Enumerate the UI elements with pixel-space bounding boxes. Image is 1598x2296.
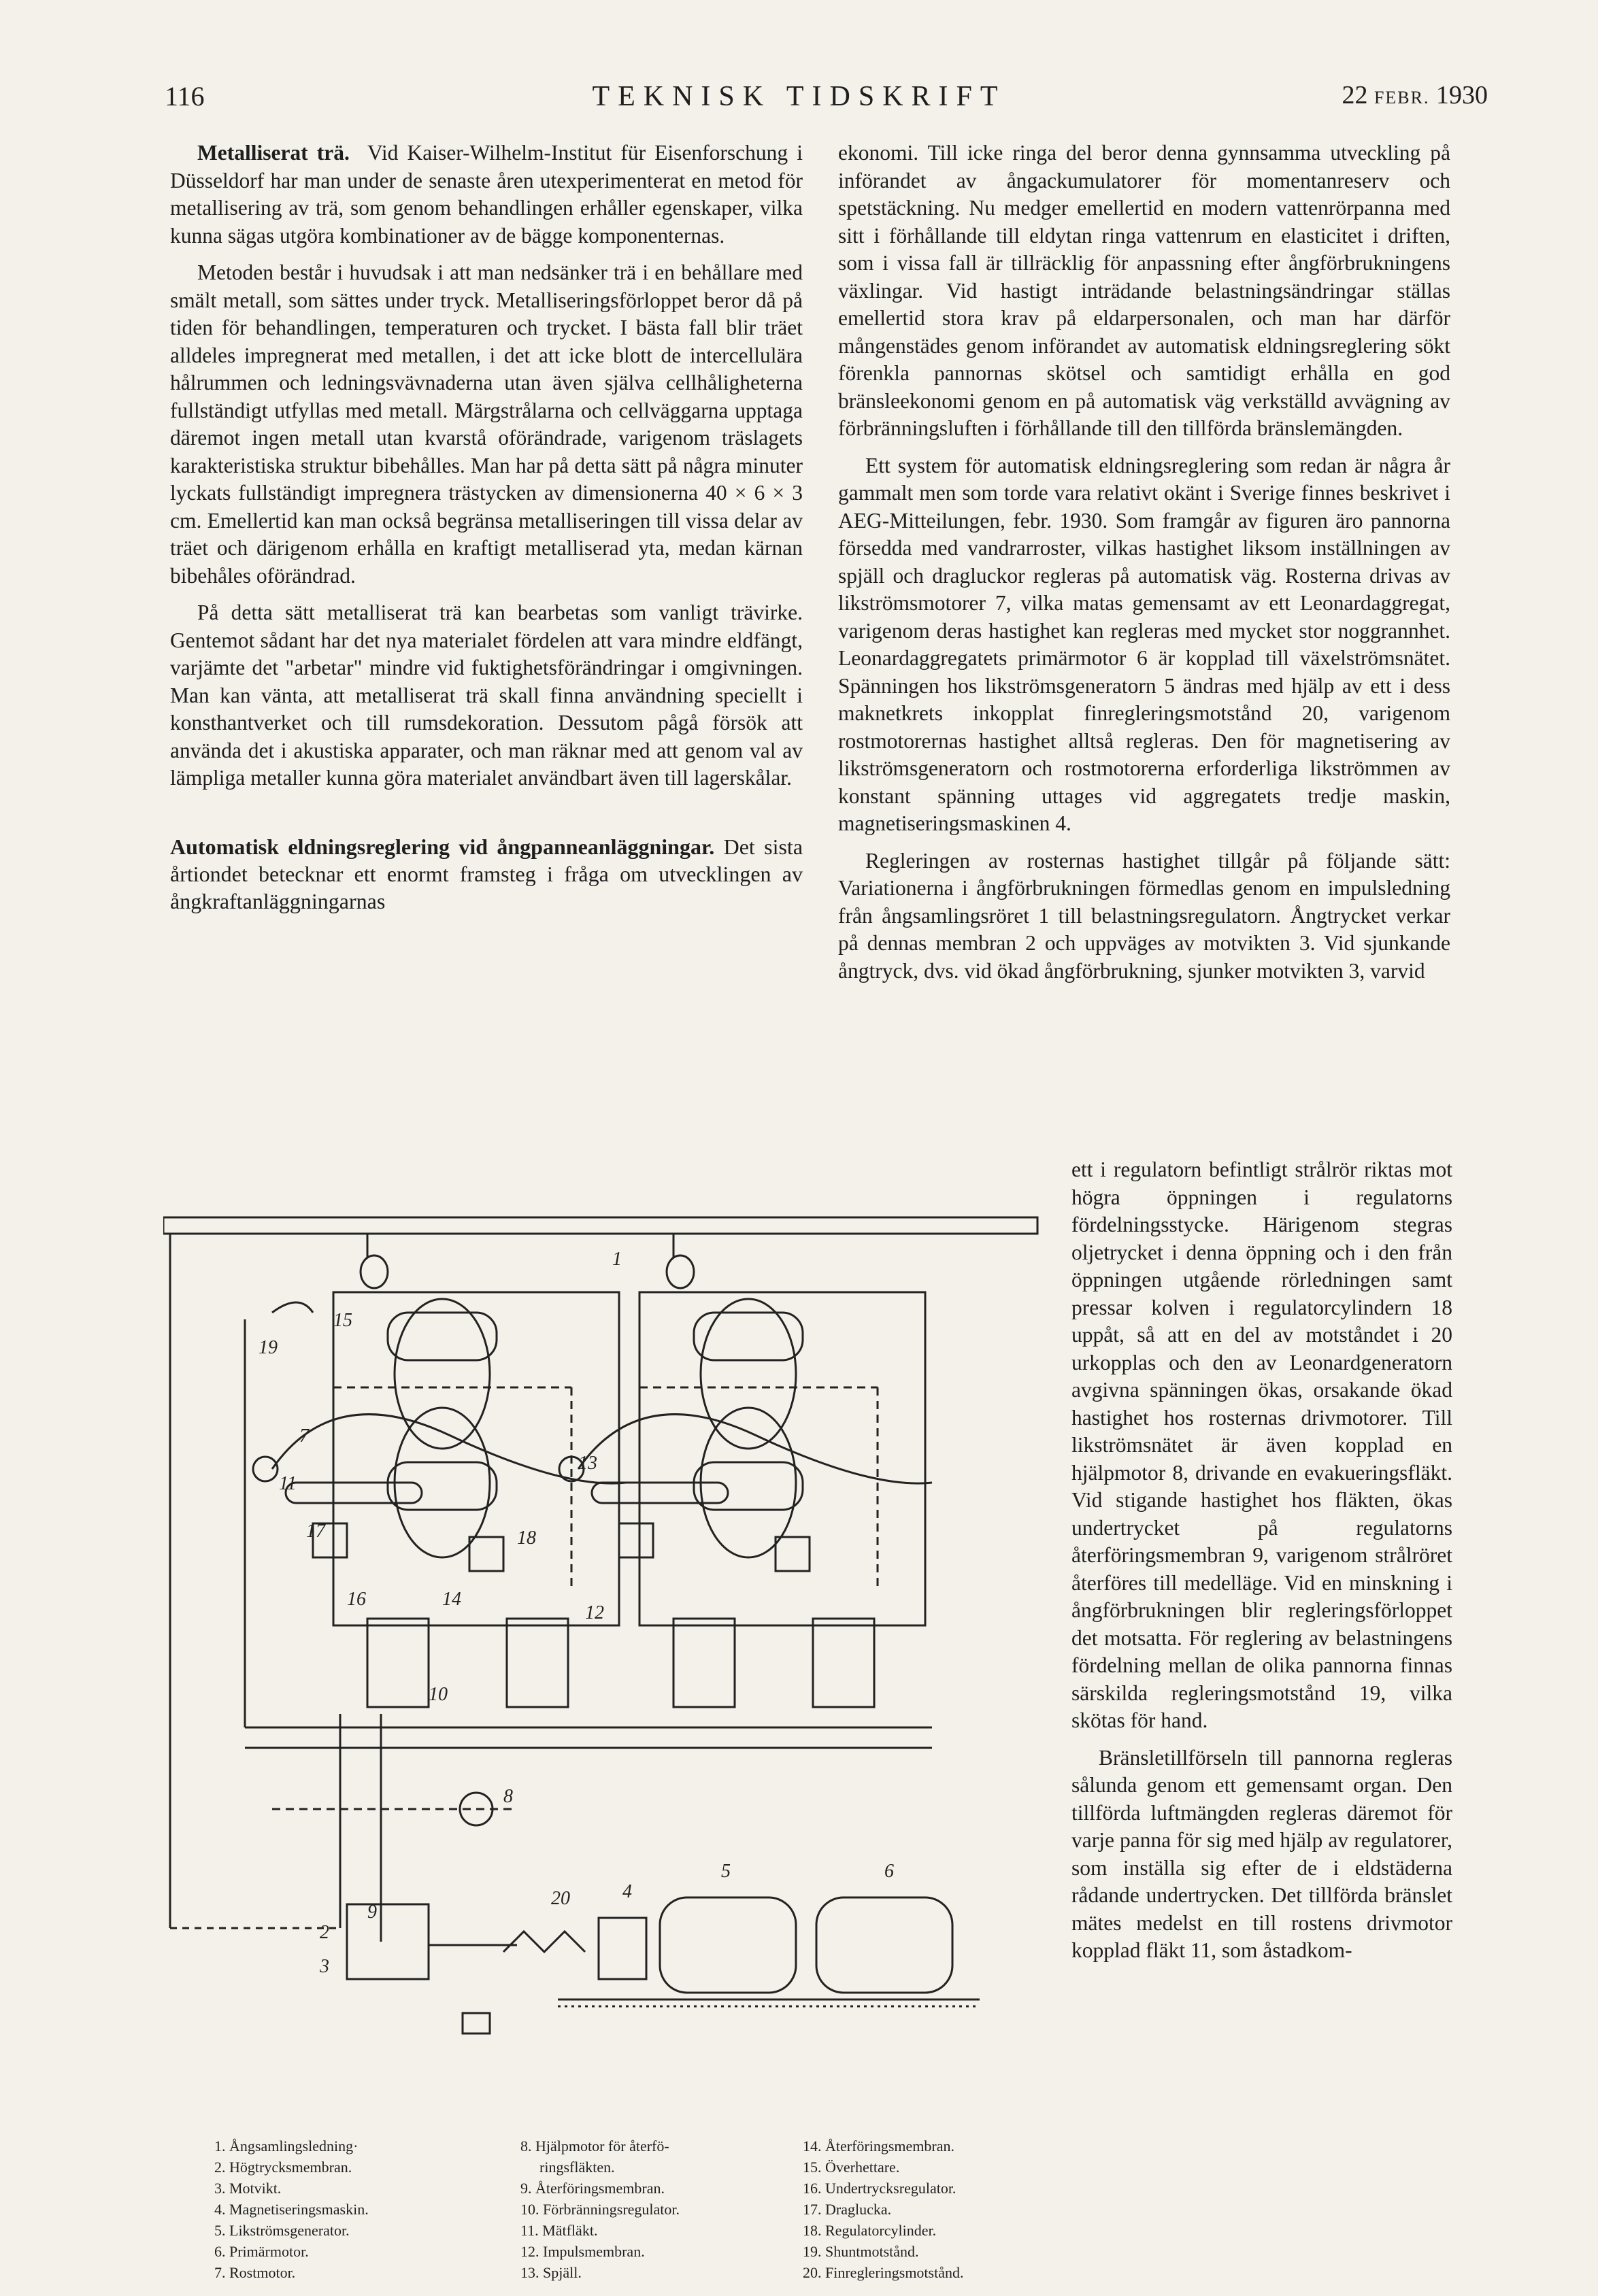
fig-label-6: 6	[884, 1861, 894, 1882]
article2-p3a: Regleringen av rosternas hastighet tillgår på följande sätt: Variationerna i ångförbrukningen förmedlas genom en impulsledning från ångsamlingsröret 1 till belastningsregulatorn. Ångtrycket verkar på dennas membran 2 och uppväges av motvikten 3. Vid sjunkande ångtryck, dvs. vid ökad ångförbrukning, sjunker motvikten 3, varvid	[838, 848, 1450, 983]
article2-p4: Bränsletillförseln till pannorna regleras sålunda genom ett gemensamt organ. Den tillförda luftmängden regleras däremot för varje panna för sig med hjälp av regulatorer, som inställa sig efter de i eldstäderna rådande undertrycken. Det tillförda bränslet mätes medelst en till rostens drivmotor kopplad fläkt 11, som åstadkom-	[1071, 1745, 1452, 1962]
legend-item: 9. Återföringsmembran.	[520, 2180, 665, 2197]
fig-label-17: 17	[306, 1521, 325, 1542]
legend-item: 20. Finregleringsmotstånd.	[803, 2264, 964, 2281]
date-year: 1930	[1436, 81, 1488, 109]
fig-label-11: 11	[279, 1473, 297, 1494]
date-day: 22	[1342, 81, 1368, 109]
article1-p1	[170, 139, 803, 250]
fig-label-4: 4	[622, 1881, 632, 1902]
article2-heading	[170, 833, 803, 915]
right-column	[838, 139, 1450, 994]
fig-label-8: 8	[503, 1786, 513, 1807]
legend-item: 14. Återföringsmembran.	[803, 2138, 954, 2155]
legend-col-1	[214, 2135, 369, 2283]
legend-item: 4. Magnetiseringsmaskin.	[214, 2201, 369, 2218]
legend-item: 5. Likströmsgenerator.	[214, 2222, 350, 2239]
fig-label-9: 9	[367, 1902, 377, 1923]
fig-label-19: 19	[259, 1337, 278, 1358]
legend-item: 7. Rostmotor.	[214, 2264, 296, 2281]
fig-label-15: 15	[333, 1310, 352, 1331]
legend-item: 1. Ångsamlingsledning·	[214, 2138, 359, 2155]
legend-item: 11. Mätfläkt.	[520, 2222, 598, 2239]
article2-p3b: ett i regulatorn befintligt strålrör riktas mot högra öppningen i regulatorns fördelningsstycke. Härigenom stegras oljetrycket i denna öppning och i den från öppningen utgående rörledningen samt pressar kolven i regulatorcylindern 18 uppåt, så att en del av motståndet i 20 urkopplas och den av Leonardgeneratorn avgivna spänningen ökas, orsakande ökad hastighet hos rosternas drivmotorer. Till likströmsnätet är även kopplad en hjälpmotor 8, drivande en evakueringsfläkt. Vid stigande hastighet hos fläkten, ökas undertrycket på regulatorns återföringsmembran 9, varigenom strålröret återföres till medelläge. Vid en minskning i ångförbrukningen blir regleringsförloppet det motsatta. För reglering av belastningens fördelning mellan de olika pannorna finnas särskilda regleringsmotstånd 19, vilka skötas för hand.	[1071, 1158, 1452, 1732]
legend-item: 13. Spjäll.	[520, 2264, 582, 2281]
boiler-2	[559, 1234, 932, 1707]
exciter	[599, 1918, 646, 1979]
left-column	[170, 139, 803, 915]
regulation-diagram	[163, 1211, 1048, 2122]
fine-resistor	[503, 1931, 585, 1952]
fig-label-2: 2	[320, 1922, 329, 1943]
fig-label-1: 1	[612, 1249, 622, 1270]
fig-label-13: 13	[578, 1453, 597, 1474]
legend-item: 15. Överhettare.	[803, 2159, 900, 2176]
article1-p1-text: Vid Kaiser-Wilhelm-Institut für Eisenforschung i Düsseldorf har man under de senaste åren utexperimenterat en metod för metallisering av trä, som genom behandlingen erhåller egenskaper, vilka kunna sägas utgöra kombinationer av de bägge komponenternas.	[170, 141, 803, 248]
fig-label-16: 16	[347, 1589, 366, 1610]
legend-item: 12. Impulsmembran.	[520, 2243, 645, 2260]
article2-p2: Ett system för automatisk eldningsreglering som redan är några år gammalt men som torde vara relativt okänt i Sverige finnes beskrivet i AEG-Mitteilungen, febr. 1930. Som framgår av figuren äro pannorna försedda med vandrarroster, vilkas hastighet liksom inställningen av spjäll och dragluckor regleras på automatisk väg. Rosterna drivas av likströmsmotorer 7, vilka matas gemensamt av ett Leonardaggregat, varigenom deras hastighet kan regleras med mycket stor noggrannhet. Leonardaggregatets primärmotor 6 är kopplad till växelströmsnätet. Spänningen hos likströmsgeneratorn 5 ändras med hjälp av ett i dess maknetkrets inkopplat finregleringsmotstånd 20, varigenom rostmotorernas hastighet alltså regleras. Den för magnetisering av likströmsgeneratorn och rostmotorerna erforderliga likströmmen av konstant spänning uttages vid aggregatets tredje maskin, magnetiseringsmaskinen 4.	[838, 453, 1450, 835]
legend-item: 2. Högtrycksmembran.	[214, 2159, 352, 2176]
primary-motor	[816, 1897, 952, 1993]
article2-title: Automatisk eldningsreglering vid ångpanneanläggningar.	[170, 834, 715, 859]
legend-item: ringsfläkten.	[539, 2159, 615, 2176]
article1-title: Metalliserat trä.	[197, 141, 350, 165]
fig-label-5: 5	[721, 1861, 731, 1882]
fig-label-7: 7	[299, 1425, 309, 1447]
legend-item: 3. Motvikt.	[214, 2180, 282, 2197]
journal-title: TEKNISK TIDSKRIFT	[592, 81, 1006, 112]
legend-item: 10. Förbränningsregulator.	[520, 2201, 680, 2218]
steam-header-pipe	[163, 1217, 1037, 1234]
fig-label-3: 3	[320, 1956, 329, 1977]
article2-p1-cont: ekonomi. Till icke ringa del beror denna gynnsamma utveckling på införandet av ångackumulatorer för momentanreserv och spetstäckning. Nu medger emellertid en modern vattenrörpanna med sitt i förhållande till eldytan ringa vattenrum en elasticitet i driften, som i vissa fall är tillräcklig för anpassning efter ångförbrukningens växlingar. Vid hastigt inträdande belastningsändringar ställas emellertid stora krav på eldarpersonalen, och man har därför mångenstädes genom införandet av automatisk eldningsreglering sökt förenkla pannornas skötsel och samtidigt erhålla en god bränsleekonomi genom en på automatisk väg verkställd avvägning av förbränningsluften i förhållande till den tillförda bränslemängden.	[838, 141, 1450, 440]
right-column-lower	[1071, 1156, 1452, 1974]
legend-item: 6. Primärmotor.	[214, 2243, 309, 2260]
article1-p3: På detta sätt metalliserat trä kan bearbetas som vanligt trävirke. Gentemot sådant har det nya materialet fördelen att vara mindre eldfängt, varjämte det "arbetar" mindre vid fuktighetsförändringar i omgivningen. Man kan vänta, att metalliserat trä skall finna användning speciellt i konsthantverket och till rumsdekoration. Dessutom pågå försök att använda det i akustiska apparater, och man räknar med att genom val av lämpliga metaller kunna göra materialet användbart även till lagerskålar.	[170, 601, 803, 790]
fig-label-20: 20	[551, 1888, 570, 1909]
date-month: FEBR.	[1374, 88, 1430, 107]
fig-label-10: 10	[429, 1684, 448, 1705]
legend-item: 8. Hjälpmotor för återfö-	[520, 2138, 669, 2155]
fig-label-18: 18	[517, 1527, 536, 1549]
legend-col-2	[520, 2135, 680, 2283]
fig-label-12: 12	[585, 1602, 604, 1623]
article1-p2: Metoden består i huvudsak i att man nedsänker trä i en behållare med smält metall, som sättes under tryck. Metalliseringsförloppet beror då på tiden för behandlingen, temperaturen och trycket. I bästa fall blir träet alldeles impregnerat med metallen, i det att icke blott de intercellulära hålrummen och ledningsvävnaderna utan även själva cellhåligheterna fullständigt utfyllas med metall. Märgstrålarna och cellväggarna upptaga däremot ingen metall utan kvarstå oförändrade, varigenom träslagets karakteristiska struktur bibehålles. Man har på detta sätt på några minuter lyckats fullständigt impregnera trästycken av dimensionerna 40 × 6 × 3 cm. Emellertid kan man också begränsa metalliseringen till vissa delar av träet och därigenom erhålla en kraftigt metalliserad yta, medan kärnan bibehåles oförändrad.	[170, 260, 803, 588]
legend-item: 16. Undertrycksregulator.	[803, 2180, 956, 2197]
fig-label-14: 14	[442, 1589, 461, 1610]
regulator-cylinder	[463, 2013, 490, 2033]
legend-item: 19. Shuntmotstånd.	[803, 2243, 919, 2260]
dc-generator	[660, 1897, 796, 1993]
article2-p1: Det sista årtiondet betecknar ett enormt framsteg i fråga om utvecklingen av ångkraftanläggningarnas	[170, 834, 803, 913]
boiler-1	[253, 1234, 626, 1942]
load-regulator	[347, 1904, 429, 1979]
page-header	[0, 80, 1598, 121]
diagram-svg	[163, 1211, 1048, 2122]
legend-item: 18. Regulatorcylinder.	[803, 2222, 937, 2239]
legend-item: 17. Draglucka.	[803, 2201, 892, 2218]
issue-date	[1342, 80, 1488, 110]
page-number: 116	[165, 81, 205, 112]
legend-col-3	[803, 2135, 963, 2283]
